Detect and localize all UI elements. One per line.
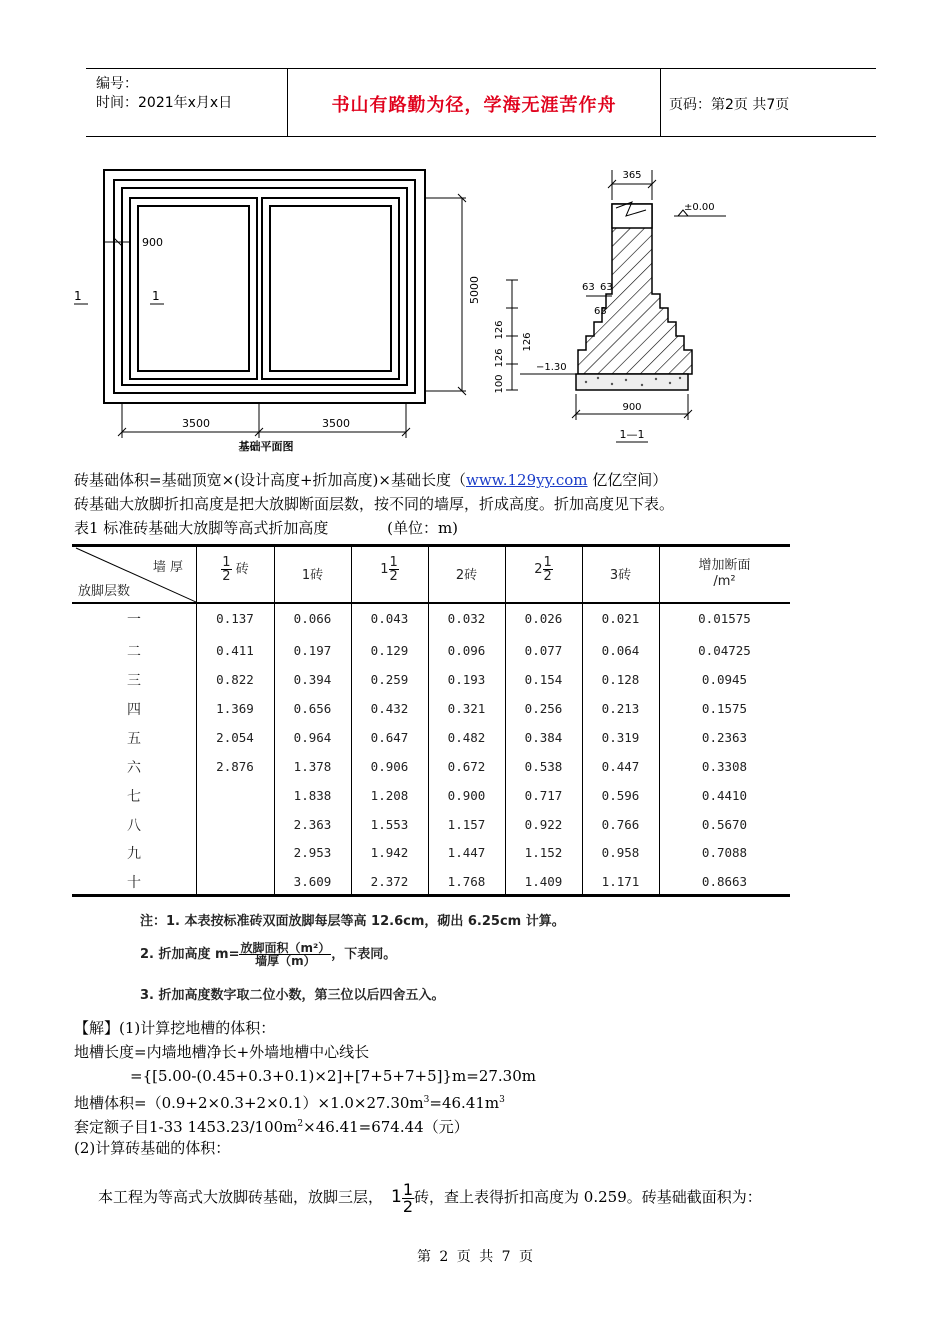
plan-right-room-inner — [270, 206, 391, 371]
col-1-5-brick: 1 $\frac{1}{2}$ — [380, 555, 398, 584]
section-caption: 1—1 — [619, 428, 645, 441]
dim-365-label: 365 — [622, 170, 642, 181]
table-cell: 2.953 — [293, 845, 332, 860]
elev-bottom-label: −1.30 — [536, 362, 567, 373]
table-cell: 0.922 — [524, 817, 563, 832]
table-cell: 0.822 — [216, 672, 254, 687]
table-cell: 0.3308 — [701, 759, 748, 774]
table-unit-text: (单位：m) — [387, 519, 459, 537]
elev-top-label: ±0.00 — [684, 202, 715, 213]
plan-caption: 基础平面图 — [238, 440, 294, 453]
table-cell: 0.193 — [447, 672, 486, 687]
source-link[interactable]: www.129yy.com — [465, 471, 588, 489]
table-cell: 0.384 — [524, 730, 563, 745]
col-2-5-brick: 2 $\frac{1}{2}$ — [534, 555, 552, 584]
corner-top-label: 墙 厚 — [152, 560, 184, 575]
table-title — [74, 517, 458, 539]
row-layer-label: 十 — [127, 875, 141, 891]
section-mark-left: 1 — [74, 289, 82, 303]
table-cell: 0.900 — [447, 788, 486, 803]
table-cell: 0.128 — [601, 672, 640, 687]
table-cell: 0.964 — [293, 730, 332, 745]
note-2: 2. 折加高度 m= $\frac{\text{放脚面积（m²）}}{\text{墙厚（m）}}$ ，下表同。 — [140, 941, 397, 968]
header-motto-cell — [288, 69, 661, 136]
table-cell: 0.319 — [601, 730, 640, 745]
table-cell: 2.876 — [216, 759, 254, 774]
row-layer-label: 一 — [127, 612, 141, 628]
formula-paragraph — [74, 469, 667, 491]
height-table — [72, 544, 790, 898]
row-layer-label: 六 — [127, 760, 141, 776]
col-1-brick: 1砖 — [301, 568, 324, 583]
table-cell: 0.256 — [524, 701, 563, 716]
serial-label: 编号： — [96, 76, 138, 92]
table-cell: 1.553 — [370, 817, 409, 832]
section-mark-inner: 1 — [152, 289, 160, 303]
table-cell: 0.026 — [524, 611, 563, 626]
table-cell: 1.768 — [447, 874, 486, 889]
dim-3500-left: 3500 — [182, 417, 210, 430]
table-cell: 2.372 — [370, 874, 409, 889]
table-cell: 2.363 — [293, 817, 332, 832]
table-cell: 0.766 — [601, 817, 640, 832]
dim-900-label: 900 — [622, 402, 642, 413]
table-cell: 0.021 — [601, 611, 640, 626]
brick-footing-shape — [578, 204, 692, 374]
col-area-1: 增加断面 — [698, 558, 751, 573]
table-cell: 3.609 — [293, 874, 332, 889]
table-cell: 0.077 — [524, 643, 563, 658]
page-info: 页码：第2页 共7页 — [669, 97, 790, 113]
plan-trench-line-3 — [122, 188, 407, 385]
table-cell: 0.066 — [293, 611, 332, 626]
table-cell: 0.5670 — [701, 817, 748, 832]
table-cell: 0.672 — [447, 759, 486, 774]
foundation-plan-figure — [66, 160, 486, 458]
dim-126a: 126 — [494, 320, 505, 340]
plan-outer-trench — [104, 170, 425, 403]
table-cell: 0.432 — [370, 701, 409, 716]
solution-line-7: 本工程为等高式大放脚砖基础，放脚三层， 1 $\frac{1}{2}$ 砖，查上表得折扣高度为 0.259。砖基础截面积为： — [98, 1179, 762, 1216]
dim-126b: 126 — [494, 348, 505, 368]
row-layer-label: 八 — [127, 818, 141, 834]
solution-line-6: (2)计算砖基础的体积： — [74, 1139, 231, 1157]
table-cell: 1.369 — [216, 701, 254, 716]
table-cell: 0.4410 — [701, 788, 748, 803]
table-cell: 0.096 — [447, 643, 486, 658]
table-cell: 0.032 — [447, 611, 486, 626]
table-cell: 0.259 — [370, 672, 409, 687]
header-page-cell — [661, 69, 876, 136]
source-name: 亿亿空间） — [587, 471, 668, 489]
solution-line-3: ={[5.00-(0.45+0.3+0.1)×2]+[7+5+7+5]}m=27.30m — [130, 1067, 536, 1085]
explanation-paragraph: 砖基础大放脚折扣高度是把大放脚断面层数，按不同的墙厚，折成高度。折加高度见下表。 — [74, 495, 675, 513]
table-cell: 0.0945 — [701, 672, 748, 687]
dim-100: 100 — [494, 374, 505, 394]
dim-63a: 63 — [582, 282, 595, 293]
row-layer-label: 二 — [127, 644, 141, 660]
table-cell: 1.208 — [370, 788, 409, 803]
table-cell: 0.321 — [447, 701, 486, 716]
table-cell: 0.447 — [601, 759, 640, 774]
dim-63c: 63 — [594, 306, 607, 317]
table-cell: 0.2363 — [701, 730, 748, 745]
table-cell: 0.482 — [447, 730, 486, 745]
table-cell: 0.197 — [293, 643, 332, 658]
table-cell: 0.656 — [293, 701, 332, 716]
row-layer-label: 四 — [127, 702, 141, 718]
table-cell: 0.129 — [370, 643, 409, 658]
corner-bottom-label: 放脚层数 — [78, 584, 131, 599]
table-cell: 0.647 — [370, 730, 409, 745]
table-cell: 1.447 — [447, 845, 486, 860]
table-cell: 0.411 — [216, 643, 254, 658]
col-2-brick: 2砖 — [455, 568, 478, 583]
row-layer-label: 三 — [127, 673, 141, 689]
motto-text: 书山有路勤为径，学海无涯苦作舟 — [331, 95, 617, 116]
table-cell: 0.596 — [601, 788, 640, 803]
note-1: 注：1. 本表按标准砖双面放脚每层等高 12.6cm，砌出 6.25cm 计算。 — [140, 914, 565, 929]
section-1-1-figure — [486, 160, 756, 450]
table-cell: 0.8663 — [701, 874, 748, 889]
table-title-text: 表1 标准砖基础大放脚等高式折加高度 — [74, 519, 329, 537]
plan-right-room-outer — [262, 198, 399, 379]
table-cell: 1.378 — [293, 759, 332, 774]
table-cell: 0.7088 — [701, 845, 748, 860]
table-cell: 1.152 — [524, 845, 563, 860]
page-header — [86, 68, 876, 137]
col-3-brick: 3砖 — [609, 568, 632, 583]
solution-line-2: 地槽长度=内墙地槽净长+外墙地槽中心线长 — [74, 1043, 370, 1061]
note-3: 3. 折加高度数字取二位小数，第三位以后四舍五入。 — [140, 988, 445, 1003]
row-layer-label: 九 — [127, 846, 141, 862]
table-cell: 0.137 — [216, 611, 254, 626]
table-cell: 0.1575 — [701, 701, 748, 716]
table-cell: 2.054 — [216, 730, 254, 745]
table-cell: 1.409 — [524, 874, 563, 889]
plan-trench-line-2 — [114, 180, 415, 393]
dim-900-label: 900 — [142, 236, 163, 249]
dim-5000-label: 5000 — [468, 276, 481, 304]
dim-63b: 63 — [600, 282, 613, 293]
dim-3500-right: 3500 — [322, 417, 350, 430]
table-cell: 0.717 — [524, 788, 563, 803]
concrete-base — [576, 374, 688, 390]
table-cell: 0.906 — [370, 759, 409, 774]
table-cell: 1.171 — [601, 874, 640, 889]
table-cell: 1.942 — [370, 845, 409, 860]
table-cell: 0.064 — [601, 643, 640, 658]
solution-line-4: 地槽体积$=(0.9+2\times 0.3+2\times 0.1)\times 1.0\times 27.30m^3=46.41m^3$ — [74, 1094, 505, 1112]
solution-line-1: 【解】(1)计算挖地槽的体积： — [74, 1019, 276, 1037]
table-cell: 0.213 — [601, 701, 640, 716]
col-half-brick: $\frac{1}{2}$ 砖 — [222, 555, 249, 584]
plan-left-room-outer — [130, 198, 257, 379]
solution-line-5: 套定额子目1-33 $1453.23/100m^2\times 46.41=674.44$（元） — [74, 1118, 469, 1136]
table-cell: 0.04725 — [698, 643, 751, 658]
table-cell: 1.838 — [293, 788, 332, 803]
time-label: 时间：2021年x月x日 — [96, 95, 233, 111]
dim-126c: 126 — [522, 332, 533, 352]
page-footer: 第 2 页 共 7 页 — [416, 1249, 534, 1265]
table-cell: 1.157 — [447, 817, 486, 832]
header-meta-cell — [86, 69, 288, 136]
table-cell: 0.01575 — [698, 611, 751, 626]
row-layer-label: 五 — [127, 731, 141, 747]
table-cell: 0.538 — [524, 759, 563, 774]
table-cell: 0.154 — [524, 672, 563, 687]
table-cell: 0.043 — [370, 611, 409, 626]
table-cell: 0.394 — [293, 672, 332, 687]
row-layer-label: 七 — [127, 789, 141, 805]
formula-text: 砖基础体积=基础顶宽×(设计高度+折加高度)×基础长度（ — [74, 471, 466, 489]
table-cell: 0.958 — [601, 845, 640, 860]
col-area-2: /m² — [713, 574, 736, 589]
